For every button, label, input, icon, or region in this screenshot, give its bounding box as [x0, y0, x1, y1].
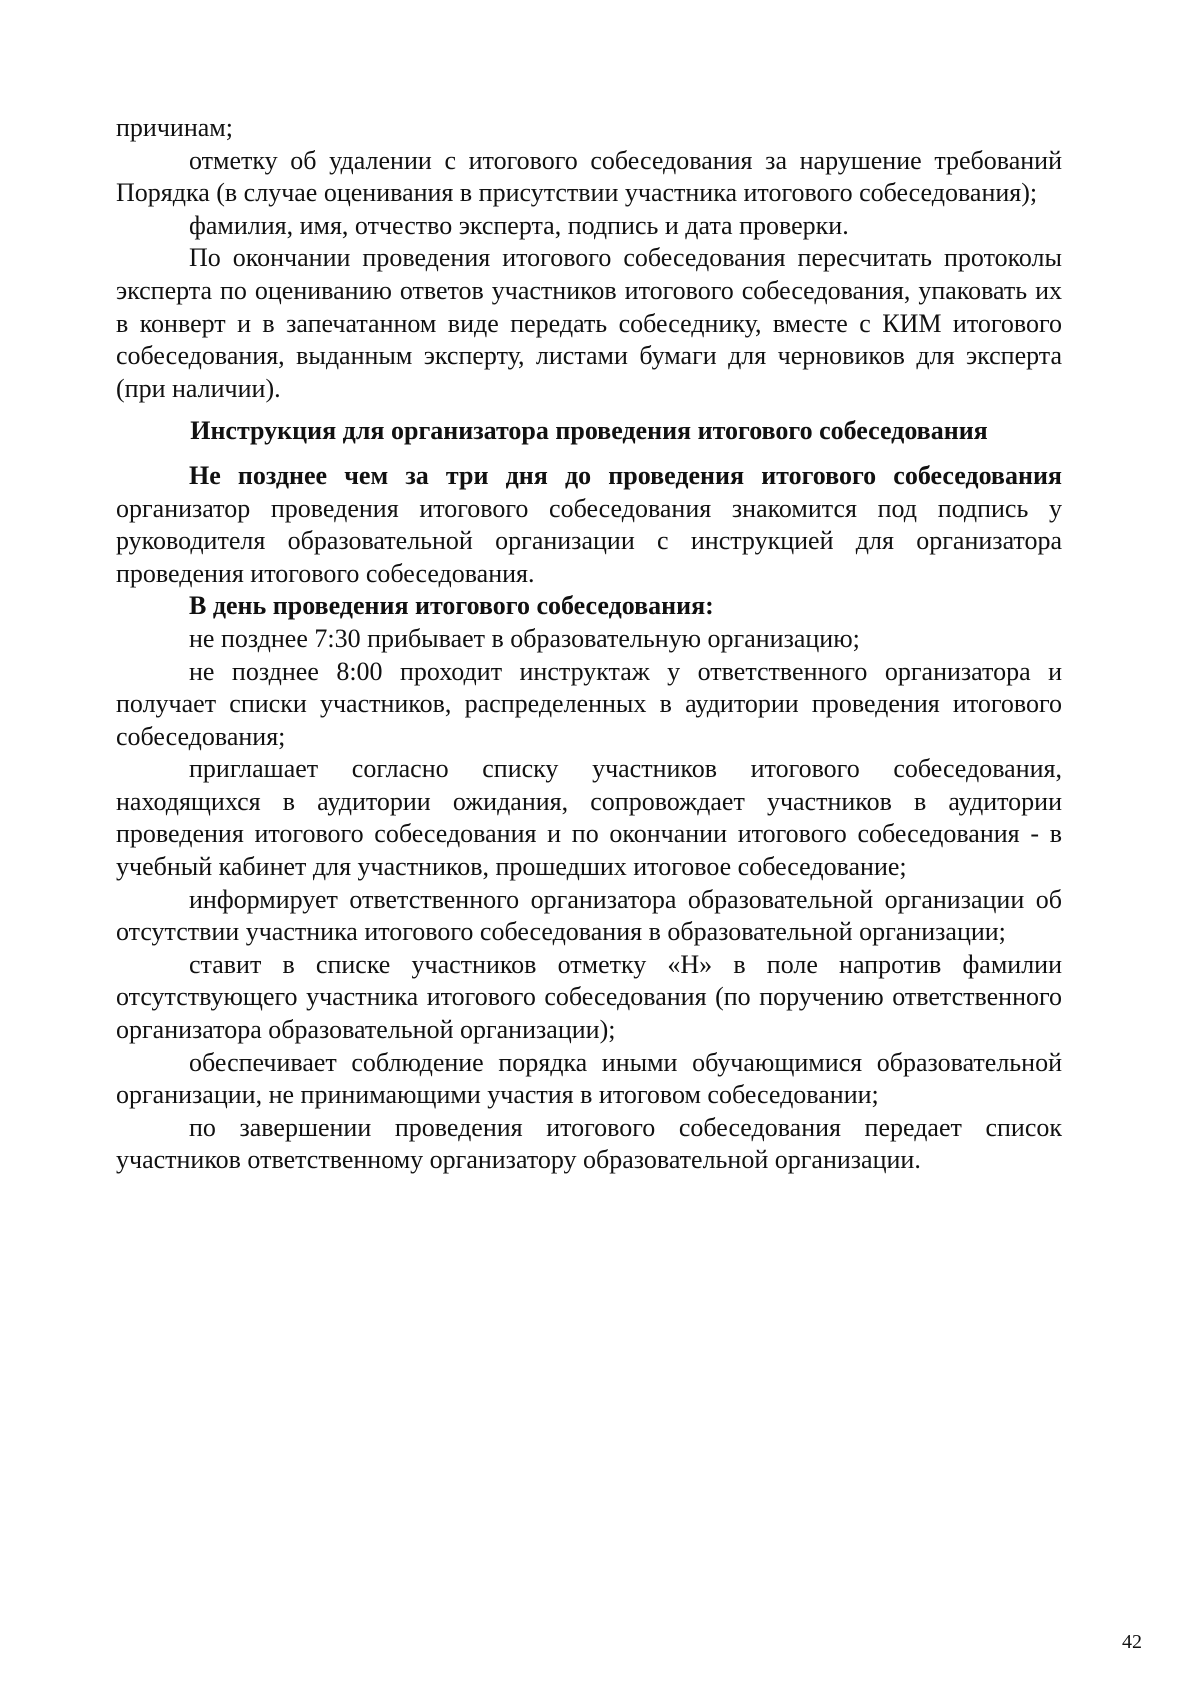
continued-text: причинам;	[116, 113, 233, 142]
day-heading: В день проведения итогового собеседования:	[189, 591, 714, 621]
deadline-lead: Не позднее чем за три дня до проведения итогового собеседования	[189, 460, 1062, 490]
page-number: 42	[1122, 1631, 1142, 1653]
day-item: приглашает согласно списку участников итогового собеседования, находящихся в аудитории ожидания, сопровождает участников в аудитории проведения итогового собеседования и по окончании итогового собеседования - в учебный кабинет для участников, прошедших итоговое собеседование;	[116, 754, 1062, 882]
deadline-paragraph	[116, 460, 1062, 590]
day-item: обеспечивает соблюдение порядка иными обучающимися образовательной организации, не принимающими участия в итоговом собеседовании;	[116, 1047, 1062, 1110]
body-paragraph: отметку об удалении с итогового собеседования за нарушение требований Порядка (в случае оценивания в присутствии участника итогового собеседования);	[116, 145, 1062, 208]
day-item: не позднее 7:30 прибывает в образовательную организацию;	[189, 623, 860, 653]
day-item: информирует ответственного организатора образовательной организации об отсутствии участника итогового собеседования в образовательной организации;	[116, 884, 1062, 947]
day-item: по завершении проведения итогового собеседования передает список участников ответственному организатору образовательной организации.	[116, 1112, 1062, 1175]
day-item: не позднее 8:00 проходит инструктаж у ответственного организатора и получает списки участников, распределенных в аудитории проведения итогового собеседования;	[116, 656, 1062, 751]
document-body	[116, 112, 1062, 1177]
section-heading: Инструкция для организатора проведения итогового собеседования	[190, 416, 988, 446]
deadline-text: организатор проведения итогового собеседования знакомится под подпись у руководителя образовательной организации с инструкцией для организатора проведения итогового собеседования.	[116, 493, 1062, 588]
body-paragraph: По окончании проведения итогового собеседования пересчитать протоколы эксперта по оцениванию ответов участников итогового собеседования, упаковать их в конверт и в запечатанном виде передать собеседнику, вместе с КИМ итогового собеседования, выданным эксперту, листами бумаги для черновиков для эксперта (при наличии).	[116, 243, 1062, 403]
body-paragraph: фамилия, имя, отчество эксперта, подпись и дата проверки.	[189, 210, 849, 240]
day-item: ставит в списке участников отметку «Н» в поле напротив фамилии отсутствующего участника итогового собеседования (по поручению ответственного организатора образовательной организации);	[116, 949, 1062, 1045]
